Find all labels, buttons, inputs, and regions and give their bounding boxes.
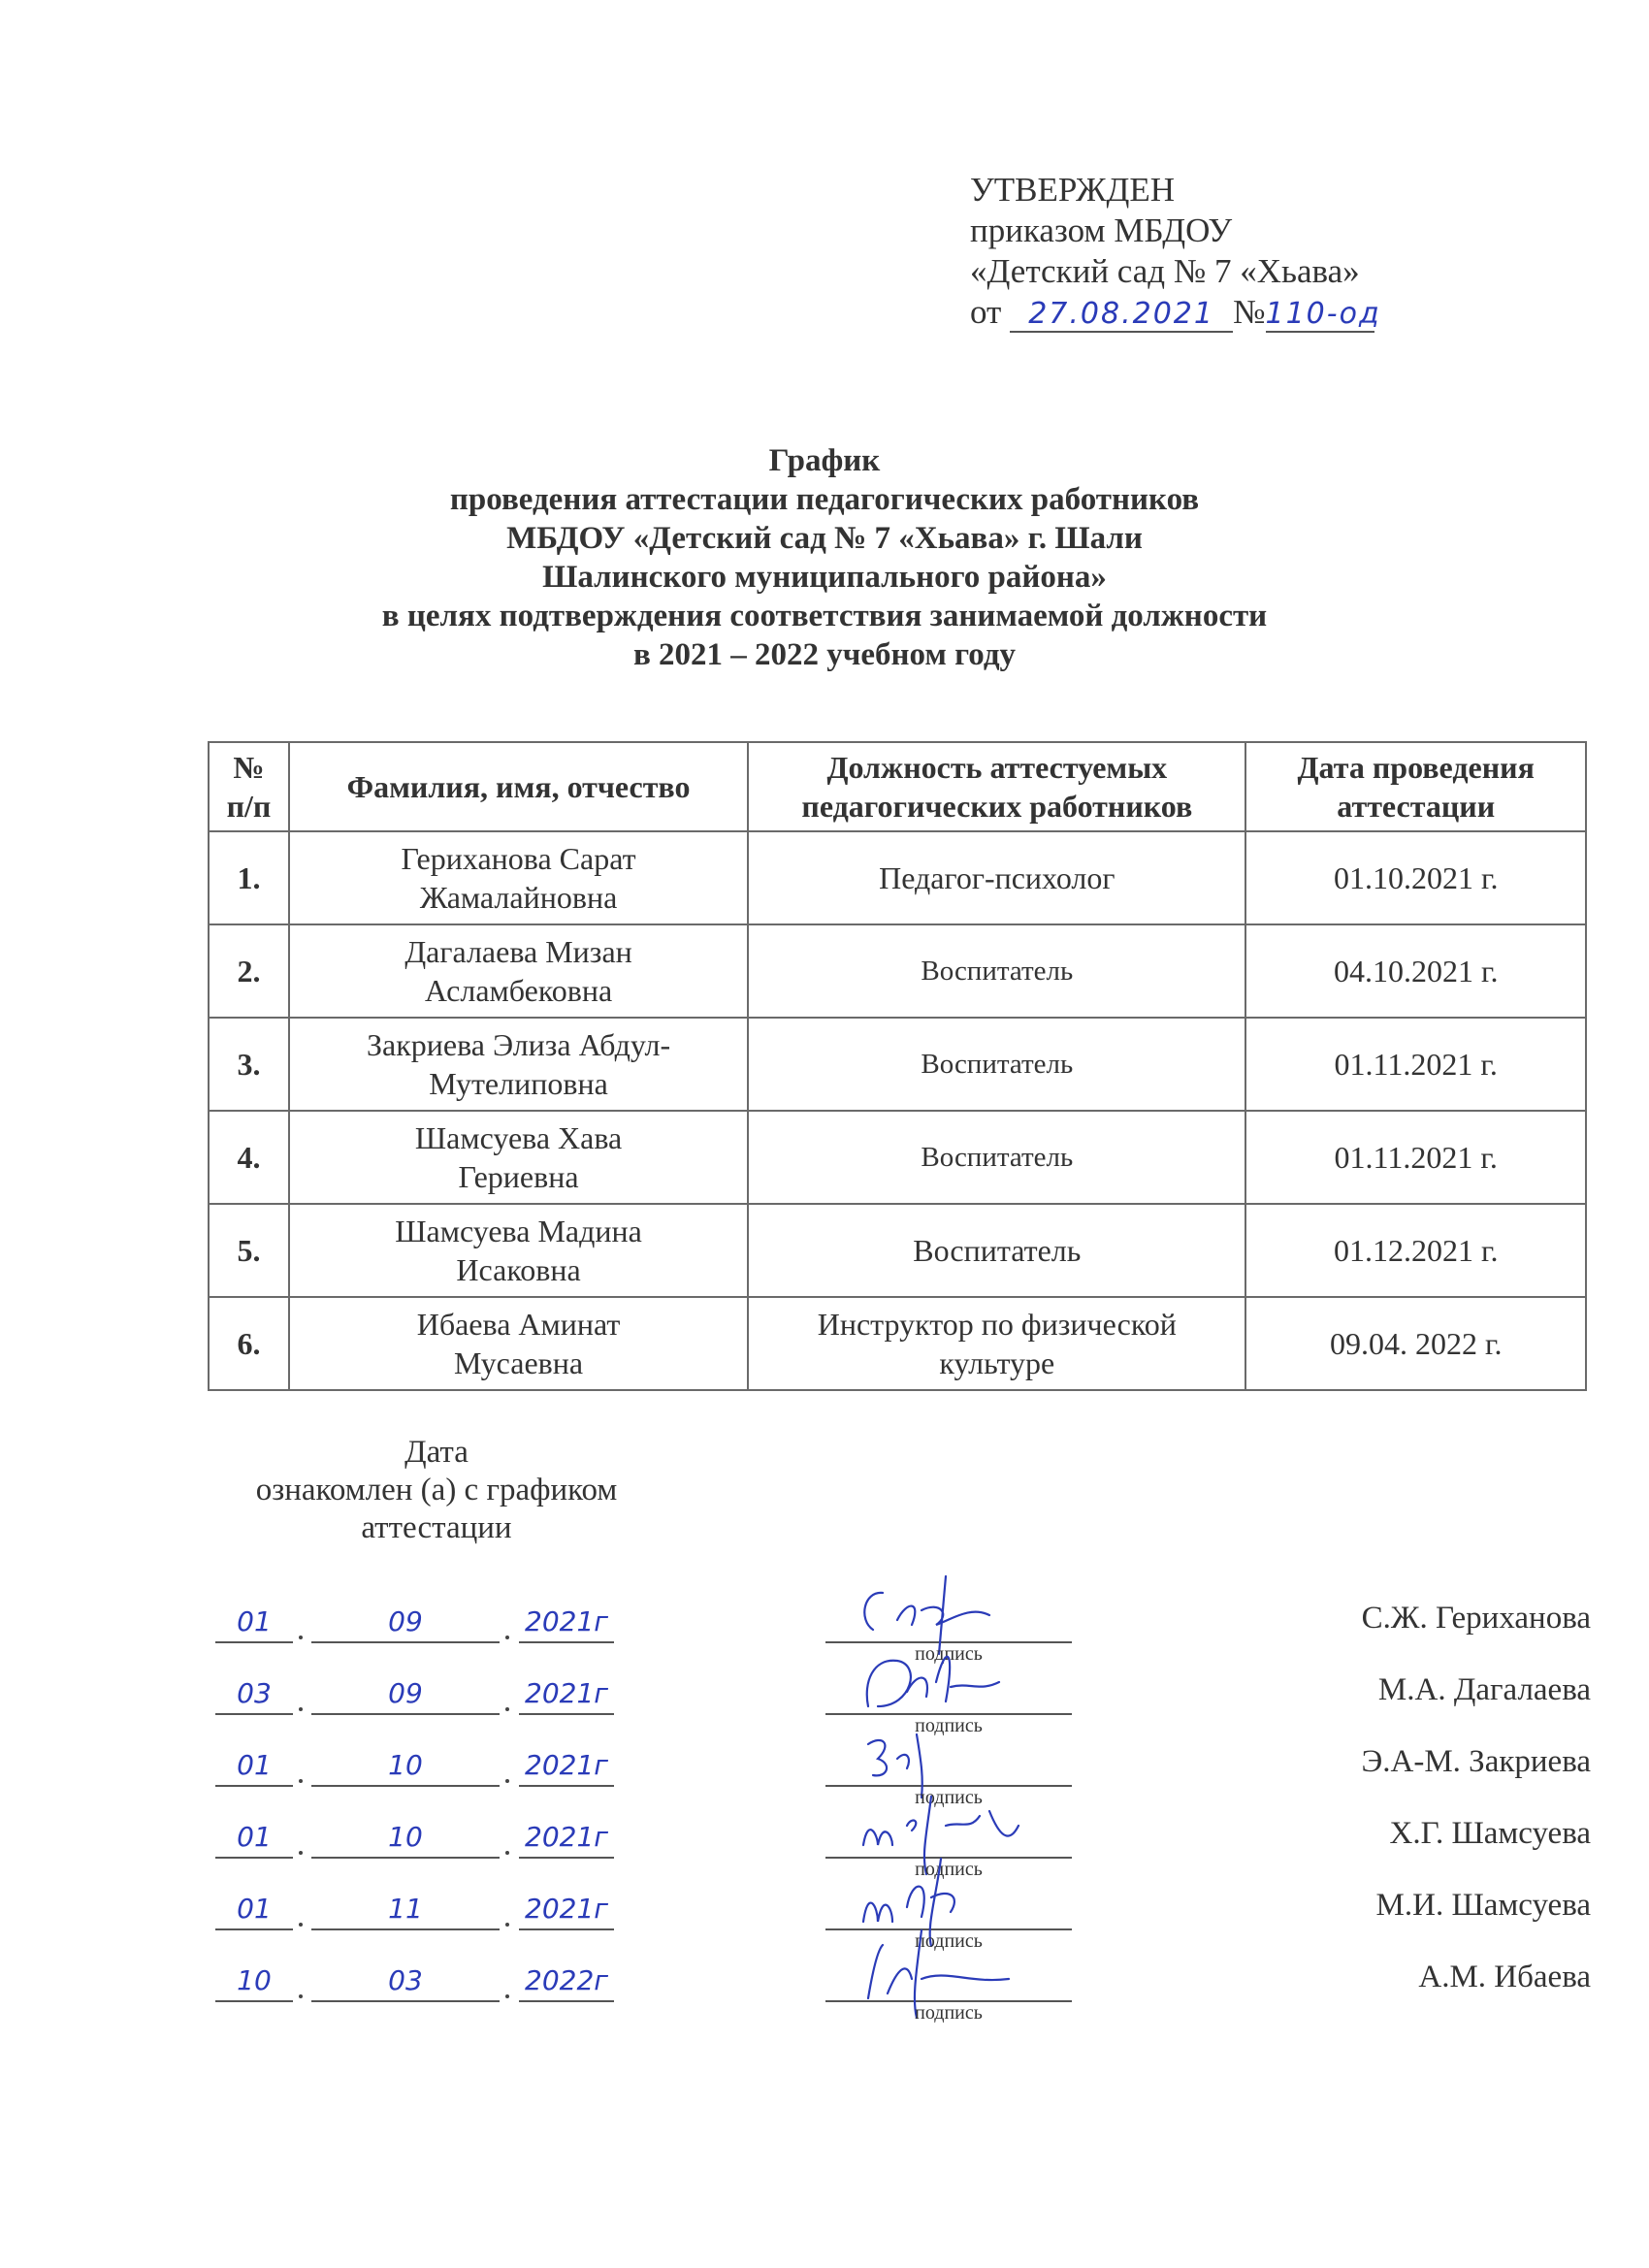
signer-name: А.М. Ибаева — [1418, 1960, 1591, 1994]
approval-block — [970, 170, 1381, 333]
ack-day-handwritten: 01 — [215, 1603, 293, 1643]
approval-title: УТВЕРЖДЕН — [970, 171, 1176, 209]
name-line: Шамсуева Мадина — [395, 1214, 642, 1248]
ack-month-handwritten: 11 — [311, 1890, 500, 1930]
ack-year-handwritten: 2021г — [519, 1674, 614, 1715]
ack-month-handwritten: 03 — [311, 1961, 500, 2002]
row-position — [748, 831, 1245, 924]
handwritten-signature-icon — [854, 1940, 1048, 2008]
row-full-name — [289, 1018, 748, 1111]
handwritten-signature-icon — [854, 1581, 1048, 1649]
signature-caption: подпись — [915, 1787, 983, 1808]
ack-year-handwritten: 2021г — [519, 1746, 614, 1787]
table-row — [209, 924, 1586, 1018]
header-text: Должность аттестуемых — [826, 750, 1168, 785]
date-separator-dot — [505, 1707, 509, 1711]
ack-day-handwritten: 01 — [215, 1818, 293, 1859]
handwritten-signature-icon — [854, 1868, 1048, 1936]
date-separator-dot — [505, 1994, 509, 1998]
position-line: Воспитатель — [921, 1049, 1074, 1080]
handwritten-signature-icon — [854, 1725, 1048, 1793]
signature-caption: подпись — [915, 1643, 983, 1665]
row-number: 6. — [209, 1297, 289, 1390]
attestation-schedule-table — [208, 741, 1587, 1391]
ack-month-handwritten: 10 — [311, 1818, 500, 1859]
header-text: аттестации — [1337, 789, 1496, 824]
date-separator-dot — [505, 1851, 509, 1855]
date-separator-dot — [299, 1636, 303, 1639]
ack-month-handwritten: 10 — [311, 1746, 500, 1787]
row-date: 01.10.2021 г. — [1245, 831, 1586, 924]
title-line: проведения аттестации педагогических работников — [449, 482, 1200, 517]
position-line: Инструктор по физической — [817, 1307, 1177, 1342]
signature-caption: подпись — [915, 2002, 983, 2024]
row-full-name — [289, 831, 748, 924]
title-line: в целях подтверждения соответствия занимаемой должности — [381, 599, 1268, 633]
ack-day-handwritten: 01 — [215, 1890, 293, 1930]
row-position — [748, 924, 1245, 1018]
name-line: Ибаева Аминат — [416, 1307, 621, 1342]
position-line: Воспитатель — [921, 956, 1074, 987]
signature-caption: подпись — [915, 1715, 983, 1736]
approval-institution: «Детский сад № 7 «Хьава» — [970, 252, 1360, 290]
header-text: п/п — [226, 789, 272, 824]
signature-caption: подпись — [915, 1930, 983, 1952]
approval-date-handwritten: 27.08.2021 — [1010, 294, 1233, 333]
row-date: 01.12.2021 г. — [1245, 1204, 1586, 1297]
date-separator-dot — [505, 1636, 509, 1639]
date-separator-dot — [299, 1707, 303, 1711]
position-line: Воспитатель — [913, 1233, 1082, 1268]
signer-name: С.Ж. Гериханова — [1361, 1601, 1591, 1636]
name-line: Исаковна — [456, 1252, 581, 1287]
title-line: Шалинского муниципального района» — [542, 560, 1107, 595]
name-line: Дагалаева Мизан — [404, 934, 632, 969]
header-date — [1245, 742, 1586, 831]
header-full-name — [289, 742, 748, 831]
header-number — [209, 742, 289, 831]
table-row — [209, 1204, 1586, 1297]
row-number: 3. — [209, 1018, 289, 1111]
header-text: Дата проведения — [1297, 750, 1535, 785]
signature-stroke — [864, 1576, 989, 1654]
header-text: Фамилия, имя, отчество — [346, 769, 691, 804]
header-text: педагогических работников — [801, 789, 1193, 824]
signature-caption: подпись — [915, 1859, 983, 1880]
approval-number-prefix: № — [1233, 293, 1266, 331]
row-date: 09.04. 2022 г. — [1245, 1297, 1586, 1390]
approval-date-number-line — [970, 292, 1381, 333]
title-line: График — [768, 443, 881, 478]
acknowledgement-heading — [194, 1434, 679, 1547]
ack-year-handwritten: 2022г — [519, 1961, 614, 2002]
handwritten-signature-icon — [854, 1797, 1048, 1864]
name-line: Мутелиповна — [429, 1066, 608, 1101]
document-title — [0, 441, 1649, 674]
row-date: 01.11.2021 г. — [1245, 1018, 1586, 1111]
approval-order-line: приказом МБДОУ — [970, 211, 1233, 249]
header-text: № — [233, 750, 265, 785]
signature-stroke — [867, 1657, 999, 1706]
name-line: Гериханова Сарат — [401, 841, 636, 876]
row-full-name — [289, 1204, 748, 1297]
row-full-name — [289, 924, 748, 1018]
ack-month-handwritten: 09 — [311, 1603, 500, 1643]
row-number: 5. — [209, 1204, 289, 1297]
row-full-name — [289, 1297, 748, 1390]
ack-day-handwritten: 01 — [215, 1746, 293, 1787]
date-separator-dot — [299, 1779, 303, 1783]
row-number: 4. — [209, 1111, 289, 1204]
position-line: Педагог-психолог — [879, 860, 1116, 895]
name-line: Мусаевна — [453, 1345, 584, 1380]
date-separator-dot — [505, 1923, 509, 1927]
date-separator-dot — [299, 1851, 303, 1855]
ack-heading-line: Дата — [404, 1435, 469, 1470]
row-number: 2. — [209, 924, 289, 1018]
name-line: Шамсуева Хава — [414, 1120, 623, 1155]
row-date: 04.10.2021 г. — [1245, 924, 1586, 1018]
ack-heading-line: аттестации — [361, 1510, 512, 1545]
title-line: в 2021 – 2022 учебном году — [632, 637, 1017, 672]
approval-number-handwritten: 110-од — [1266, 294, 1374, 333]
ack-year-handwritten: 2021г — [519, 1603, 614, 1643]
name-line: Жамалайновна — [419, 880, 618, 915]
date-separator-dot — [299, 1994, 303, 1998]
row-position — [748, 1018, 1245, 1111]
row-full-name — [289, 1111, 748, 1204]
name-line: Закриева Элиза Абдул- — [366, 1027, 671, 1062]
position-line: культуре — [939, 1345, 1055, 1380]
table-row — [209, 831, 1586, 924]
table-row — [209, 1297, 1586, 1390]
table-row — [209, 1018, 1586, 1111]
row-number: 1. — [209, 831, 289, 924]
row-position — [748, 1297, 1245, 1390]
approval-date-prefix: от — [970, 293, 1002, 331]
title-line: МБДОУ «Детский сад № 7 «Хьава» г. Шали — [506, 521, 1143, 556]
name-line: Асламбековна — [424, 973, 613, 1008]
ack-day-handwritten: 03 — [215, 1674, 293, 1715]
signer-name: М.А. Дагалаева — [1377, 1672, 1591, 1707]
position-line: Воспитатель — [921, 1142, 1074, 1173]
header-position — [748, 742, 1245, 831]
ack-year-handwritten: 2021г — [519, 1890, 614, 1930]
signer-name: Э.А-М. Закриева — [1361, 1744, 1591, 1779]
name-line: Гериевна — [458, 1159, 579, 1194]
handwritten-signature-icon — [854, 1653, 1048, 1721]
date-separator-dot — [505, 1779, 509, 1783]
date-separator-dot — [299, 1923, 303, 1927]
table-header-row — [209, 742, 1586, 831]
ack-heading-line: ознакомлен (а) с графиком — [255, 1473, 618, 1507]
table-row — [209, 1111, 1586, 1204]
ack-day-handwritten: 10 — [215, 1961, 293, 2002]
ack-month-handwritten: 09 — [311, 1674, 500, 1715]
row-date: 01.11.2021 г. — [1245, 1111, 1586, 1204]
signer-name: Х.Г. Шамсуева — [1389, 1816, 1591, 1851]
row-position — [748, 1204, 1245, 1297]
row-position — [748, 1111, 1245, 1204]
signer-name: М.И. Шамсуева — [1375, 1888, 1591, 1923]
ack-year-handwritten: 2021г — [519, 1818, 614, 1859]
